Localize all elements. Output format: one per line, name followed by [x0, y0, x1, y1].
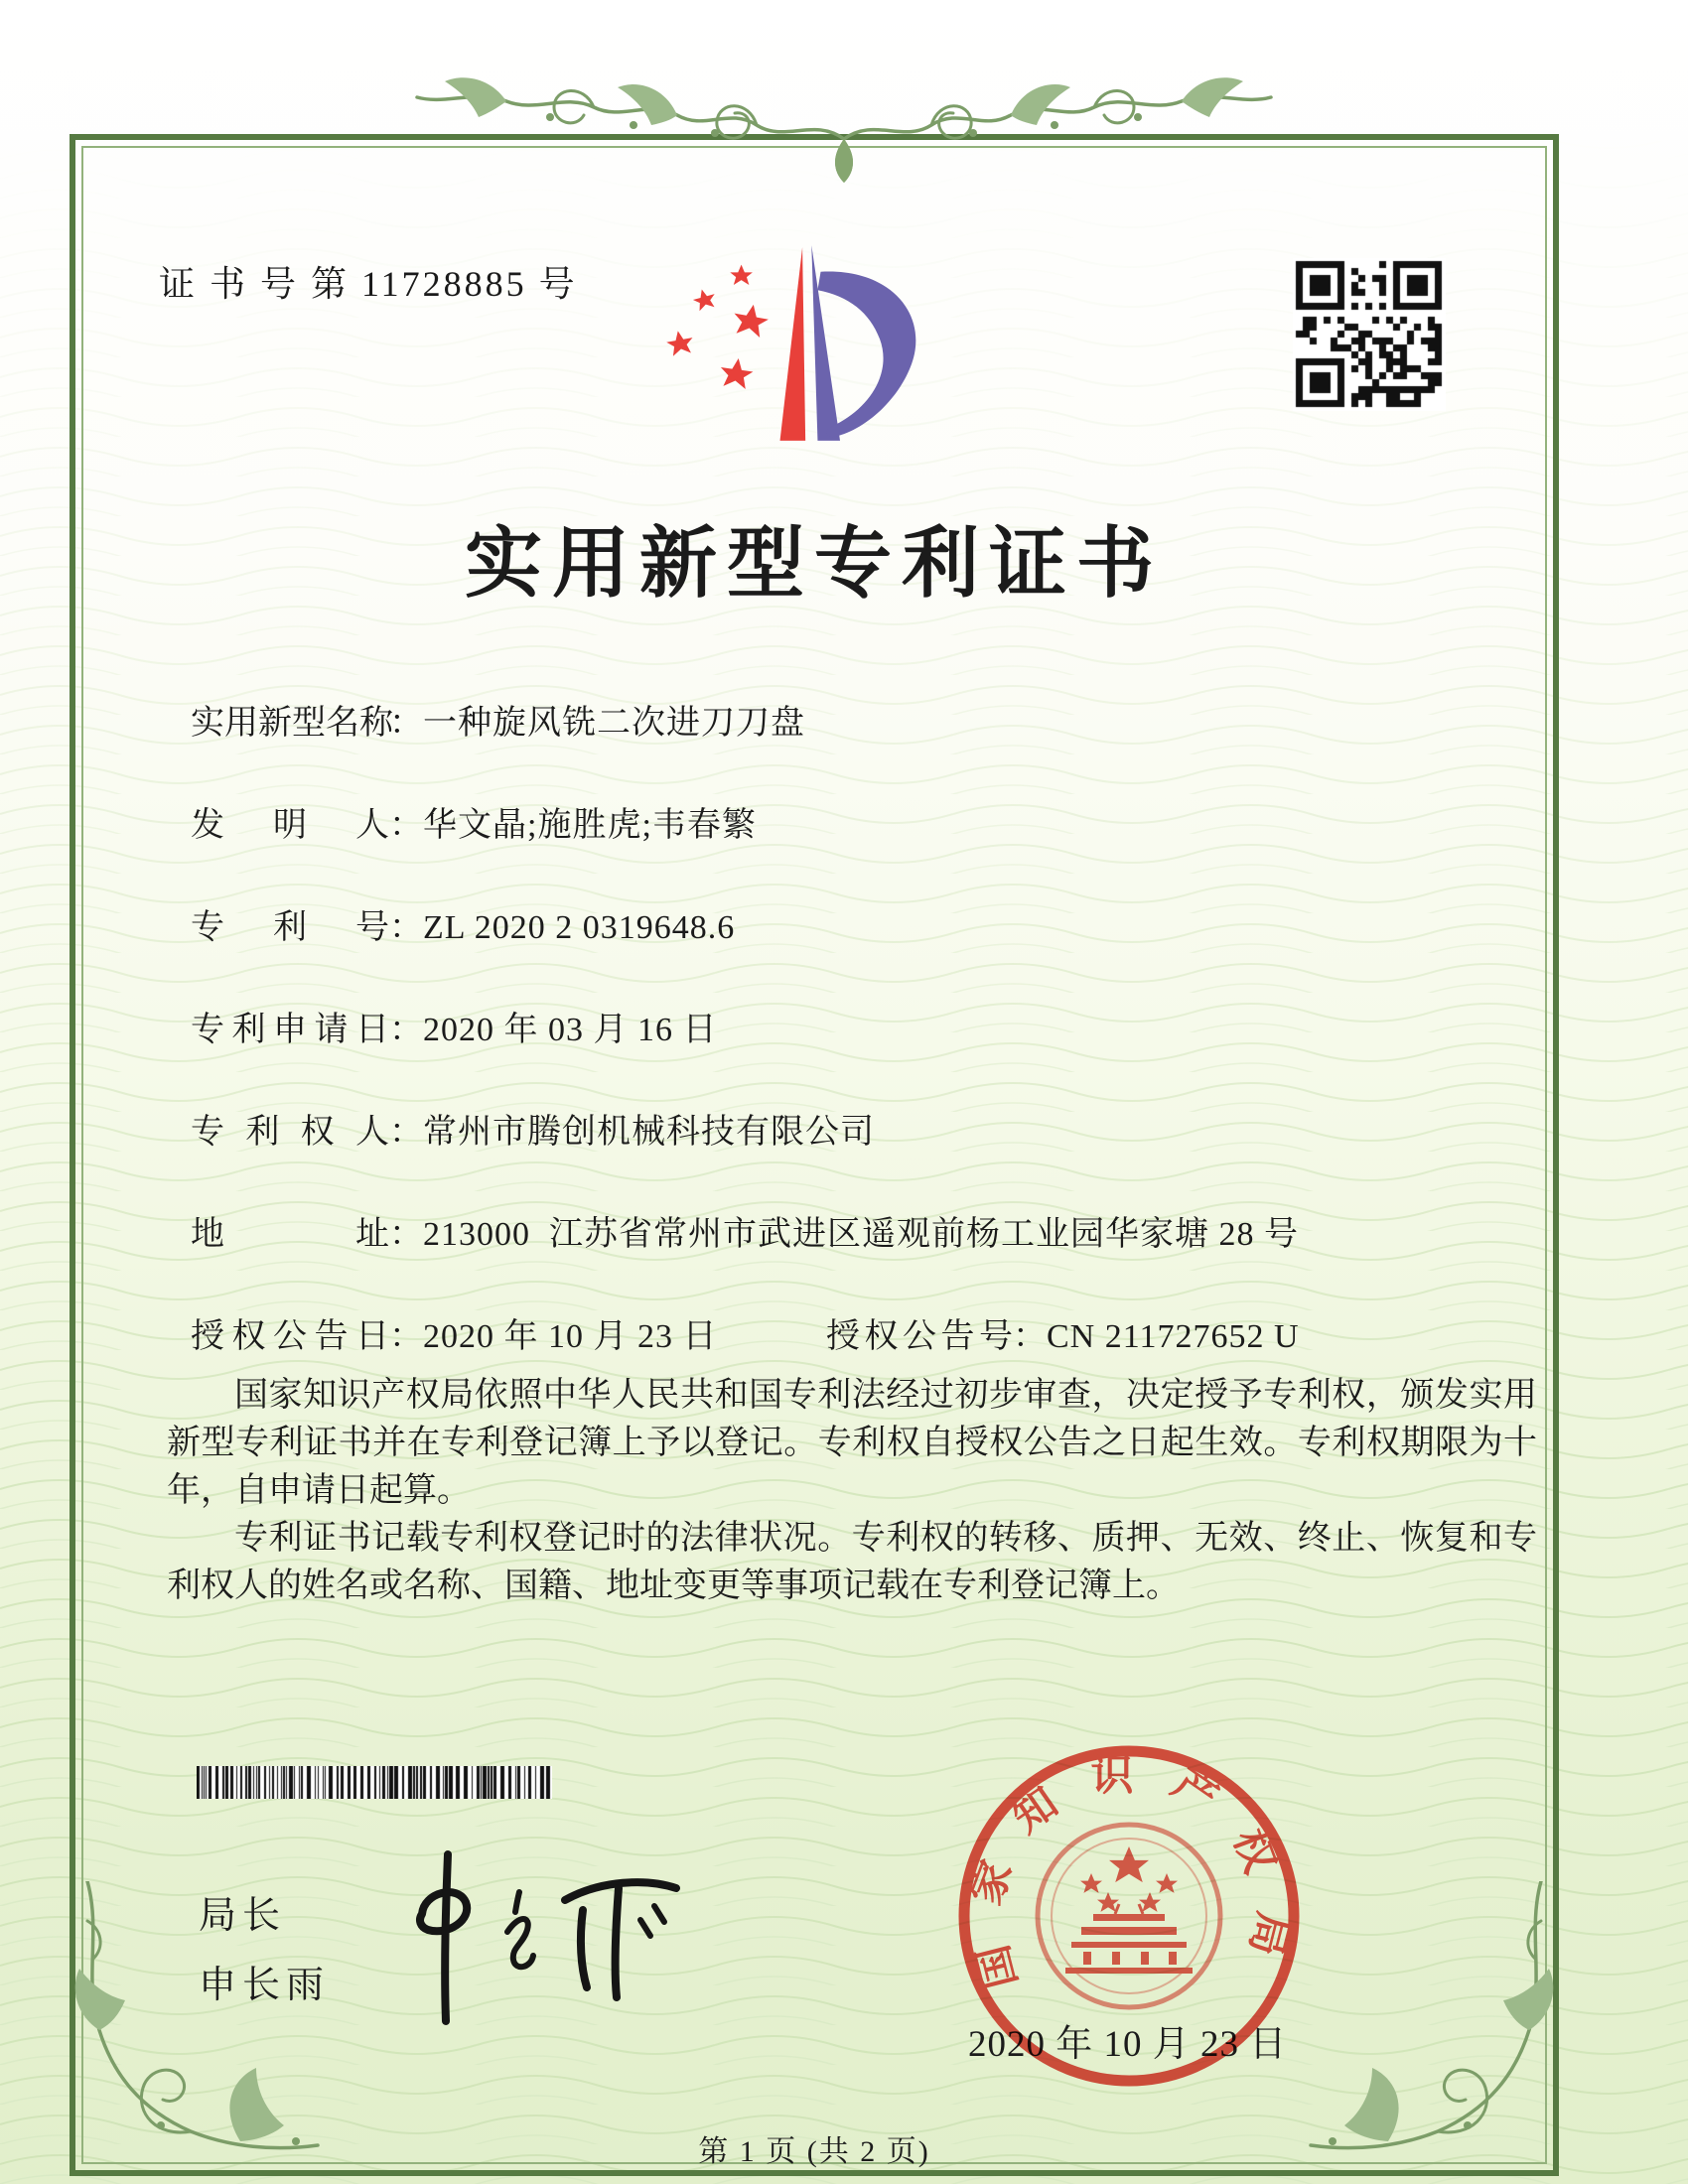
field-grant-row: [191, 1308, 1300, 1357]
field-label: 专利权人: [191, 1114, 389, 1151]
field-colon: ：: [389, 1012, 423, 1048]
page-footer: 第 1 页 (共 2 页): [698, 2135, 930, 2168]
field-label: 专利申请日: [191, 1012, 389, 1048]
field-grant-number: [826, 1308, 1300, 1357]
official-seal: [945, 1732, 1313, 2100]
field-colon: ：: [1013, 1318, 1047, 1355]
field-label: 发明人: [191, 807, 389, 844]
national-emblem: [1038, 1825, 1220, 2007]
seal-date: 2020 年 10 月 23 日: [968, 2024, 1288, 2065]
field-address: [191, 1206, 1299, 1255]
field-value: 2020 年 03 月 16 日: [423, 1012, 718, 1048]
certificate-border-inner-line: [81, 146, 1547, 2164]
top-floral-ornament: [387, 48, 1301, 197]
field-colon: ：: [389, 909, 423, 946]
field-colon: ：: [389, 1114, 423, 1151]
field-label: 地址: [191, 1216, 389, 1253]
field-inventors: [191, 797, 757, 846]
field-patentee: [191, 1104, 875, 1153]
field-patent-number: [191, 899, 735, 948]
barcode: [197, 1766, 552, 1799]
grant-number-value: CN 211727652 U: [1047, 1318, 1300, 1355]
field-value: 一种旋风铣二次进刀刀盘: [423, 705, 805, 742]
director-name: 申长雨: [199, 1965, 331, 2006]
cnipa-logo: [650, 241, 948, 445]
field-colon: ：: [389, 705, 423, 742]
field-value: 华文晶;施胜虎;韦春繁: [423, 807, 757, 844]
field-colon: ：: [389, 1216, 423, 1253]
field-utility-model-name: [191, 695, 805, 744]
qr-code: [1293, 258, 1446, 411]
field-value: ZL 2020 2 0319648.6: [423, 909, 736, 946]
grant-date-value: 2020 年 10 月 23 日: [423, 1318, 718, 1355]
field-colon: ：: [389, 807, 423, 844]
field-label: 专利号: [191, 909, 389, 946]
director-title: 局长: [199, 1895, 287, 1937]
legal-text-block: [167, 1372, 1537, 1610]
certificate-number: 证 书 号 第 11728885 号: [159, 264, 578, 304]
legal-paragraph-1: 国家知识产权局依照中华人民共和国专利法经过初步审查，决定授予专利权，颁发实用新型专利证书并在专利登记簿上予以登记。专利权自授权公告之日起生效。专利权期限为十年，自申请日起算。: [167, 1377, 1537, 1509]
certificate-title: 实用新型专利证书: [464, 520, 1164, 607]
director-signature: [365, 1837, 693, 2035]
grant-number-label: 授权公告号: [826, 1318, 1013, 1355]
grant-date-label: 授权公告日: [191, 1318, 389, 1355]
seal-text: 国家知识产权局: [961, 1752, 1297, 1993]
field-label: 实用新型名称: [191, 705, 393, 742]
field-value: 213000 江苏省常州市武进区遥观前杨工业园华家塘 28 号: [423, 1216, 1299, 1253]
field-filing-date: [191, 1002, 718, 1050]
field-colon: ：: [389, 1318, 423, 1355]
legal-paragraph-2: 专利证书记载专利权登记时的法律状况。专利权的转移、质押、无效、终止、恢复和专利权人的姓名或名称、国籍、地址变更等事项记载在专利登记簿上。: [167, 1520, 1537, 1604]
field-value: 常州市腾创机械科技有限公司: [423, 1114, 875, 1151]
